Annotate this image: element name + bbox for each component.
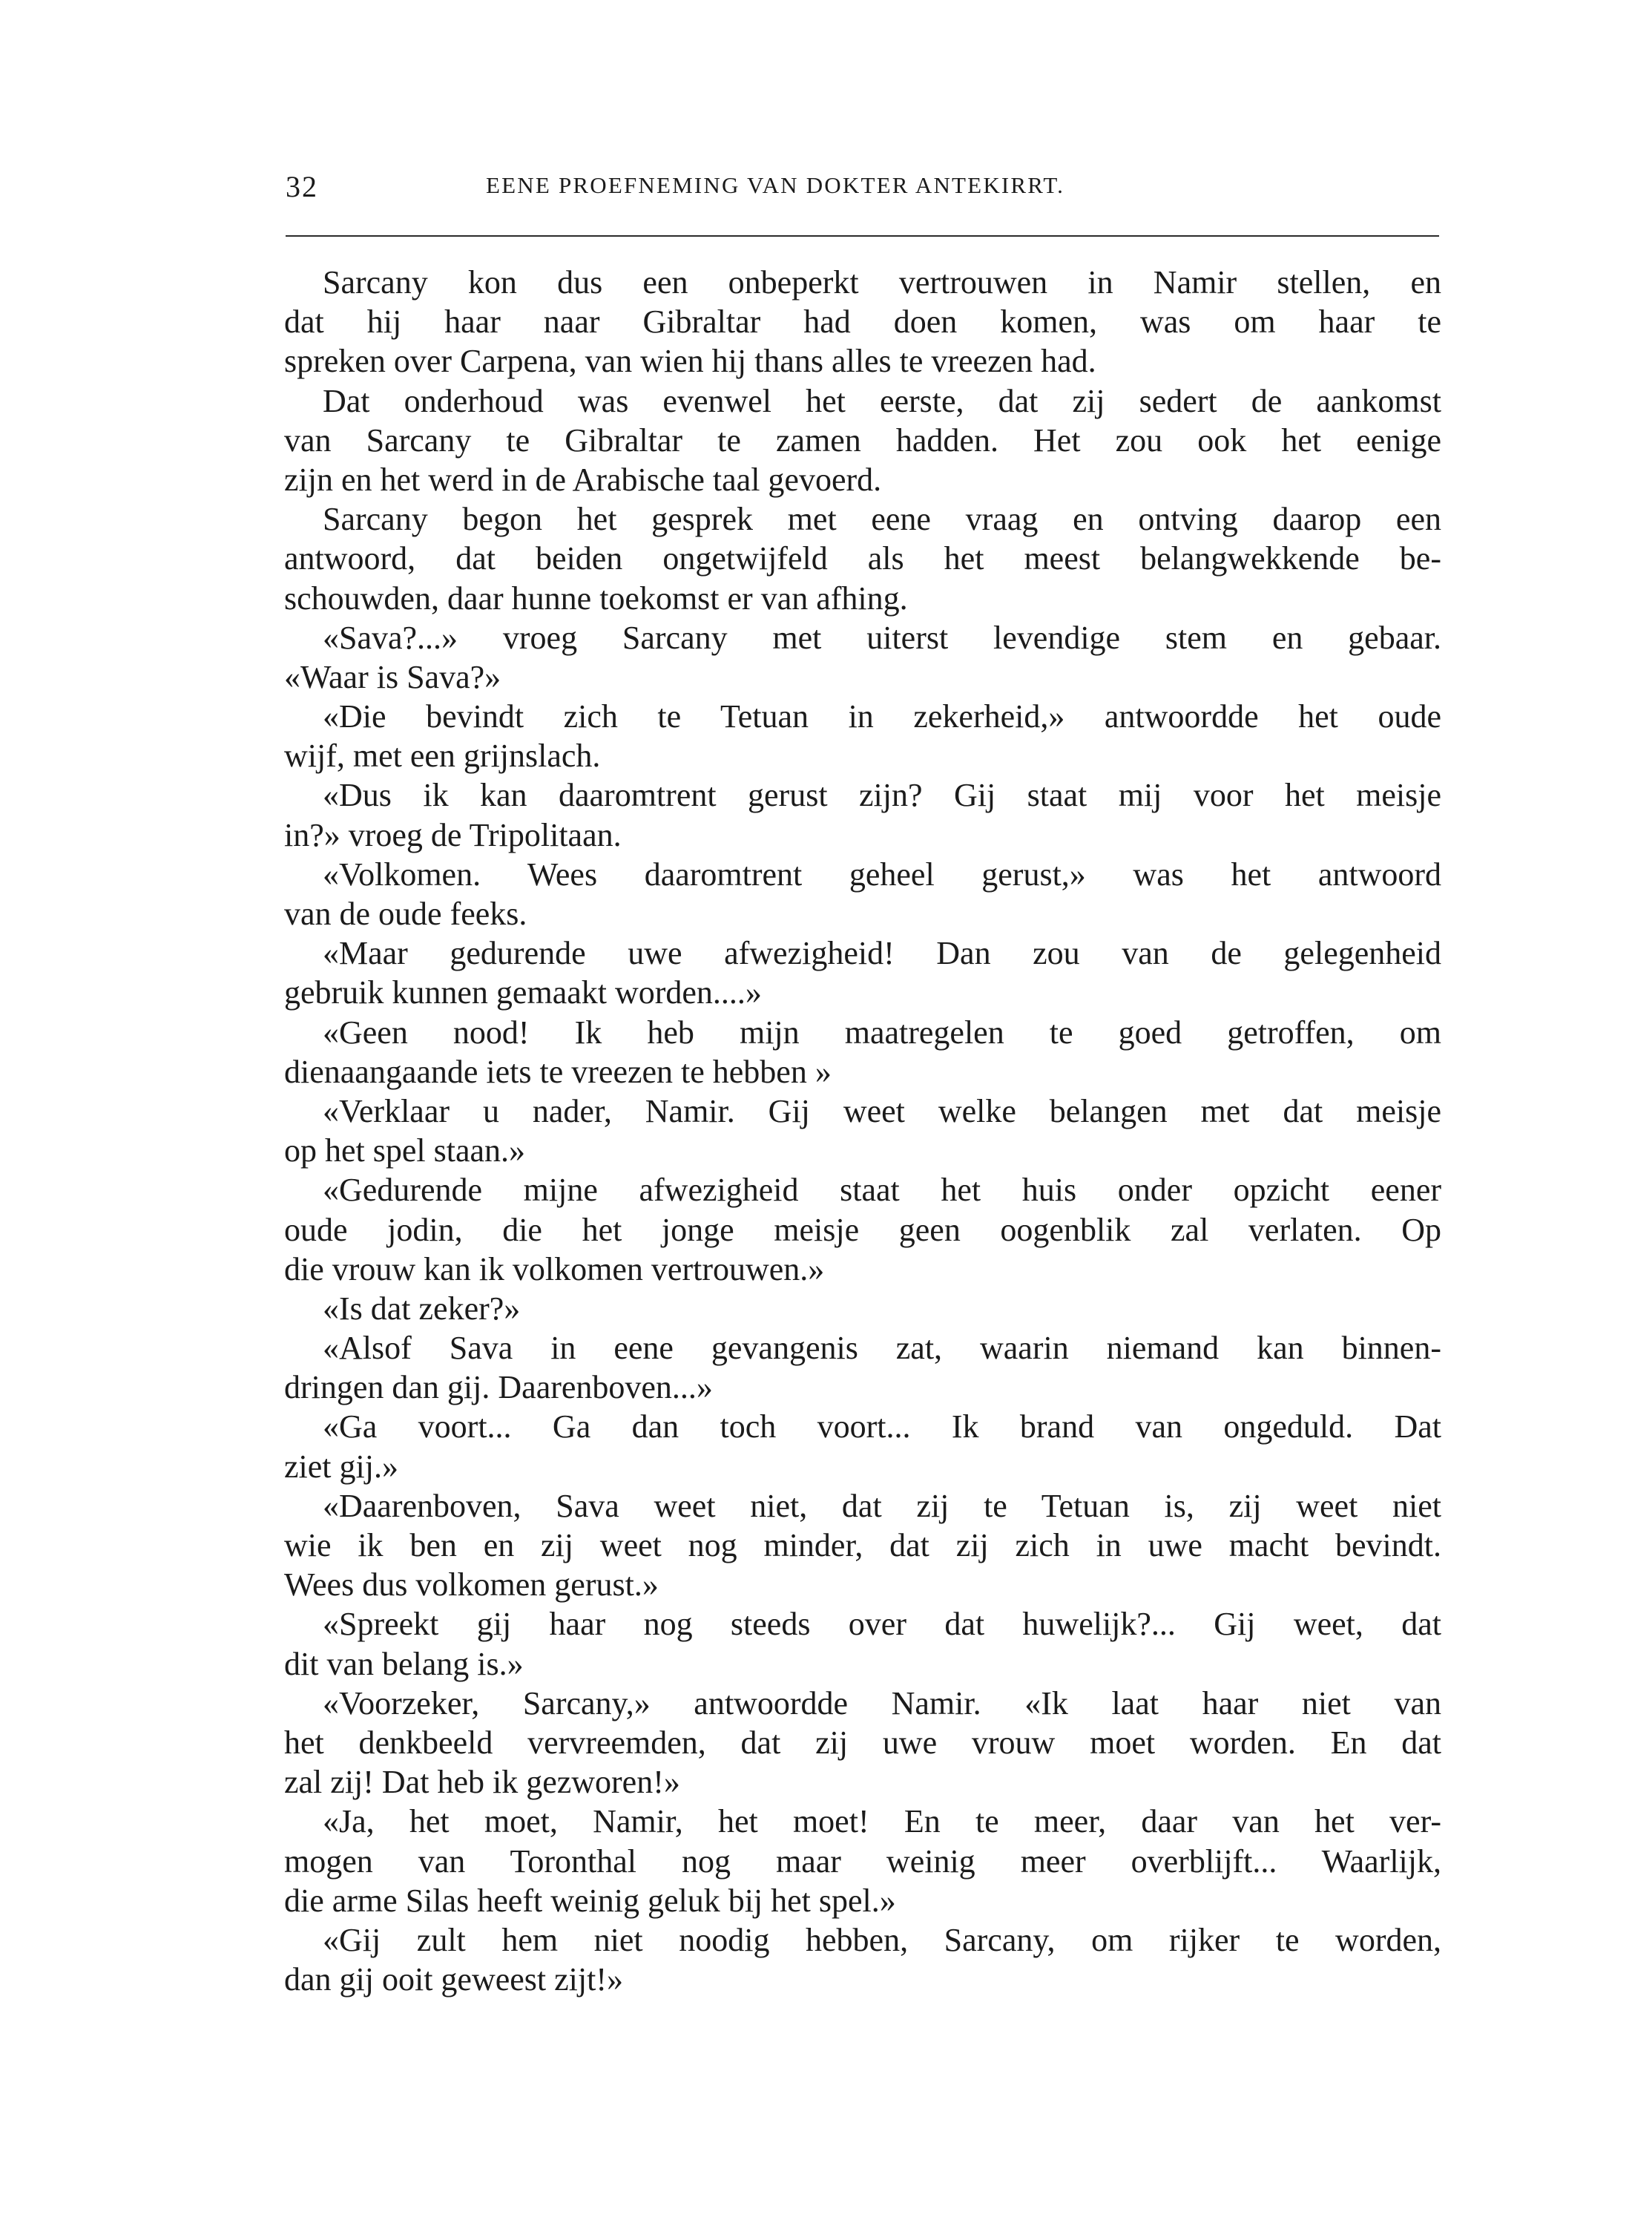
text-line: Sarcany kon dus een onbeperkt vertrouwen in Namir stellen, en: [323, 264, 1441, 301]
text-line: «Sava?...» vroeg Sarcany met uiterst levendige stem en gebaar.: [323, 619, 1441, 656]
text-line: oude jodin, die het jonge meisje geen oogenblik zal verlaten. Op: [284, 1211, 1441, 1248]
text-line: «Voorzeker, Sarcany,» antwoordde Namir. «Ik laat haar niet van: [323, 1684, 1441, 1721]
text-line: zijn en het werd in de Arabische taal gevoerd.: [284, 461, 882, 498]
text-line: dienaangaande iets te vreezen te hebben »: [284, 1053, 832, 1090]
text-line: dan gij ooit geweest zijt!»: [284, 1961, 623, 1998]
text-line: zal zij! Dat heb ik gezworen!»: [284, 1764, 680, 1801]
text-line: Sarcany begon het gesprek met eene vraag en ontving daarop een: [323, 501, 1441, 538]
text-line: «Dus ik kan daaromtrent gerust zijn? Gij staat mij voor het meisje: [323, 777, 1441, 814]
text-line: «Verklaar u nader, Namir. Gij weet welke belangen met dat meisje: [323, 1092, 1441, 1129]
text-line: wijf, met een grijnslach.: [284, 738, 601, 775]
text-line: van Sarcany te Gibraltar te zamen hadden. Het zou ook het eenige: [284, 421, 1441, 459]
text-line: «Spreekt gij haar nog steeds over dat huwelijk?... Gij weet, dat: [323, 1606, 1441, 1643]
text-line: «Ja, het moet, Namir, het moet! En te meer, daar van het ver-: [323, 1803, 1441, 1840]
text-line: wie ik ben en zij weet nog minder, dat zij zich in uwe macht bevindt.: [284, 1527, 1441, 1563]
page-number: 32: [286, 170, 318, 203]
running-title: EENE PROEFNEMING VAN DOKTER ANTEKIRRT.: [486, 172, 1065, 198]
body-text: [284, 263, 1441, 1999]
text-line: «Die bevindt zich te Tetuan in zekerheid,» antwoordde het oude: [323, 698, 1441, 735]
text-line: van de oude feeks.: [284, 896, 527, 932]
header-rule: [286, 235, 1439, 237]
text-line: dit van belang is.»: [284, 1645, 524, 1682]
text-line: ziet gij.»: [284, 1448, 398, 1485]
text-line: «Alsof Sava in eene gevangenis zat, waarin niemand kan binnen-: [323, 1330, 1441, 1367]
text-line: gebruik kunnen gemaakt worden....»: [284, 974, 762, 1011]
page-header: [286, 169, 1439, 214]
text-line: «Volkomen. Wees daaromtrent geheel gerust,» was het antwoord: [323, 856, 1441, 893]
text-line: Wees dus volkomen gerust.»: [284, 1566, 659, 1604]
text-line: «Daarenboven, Sava weet niet, dat zij te Tetuan is, zij weet niet: [323, 1487, 1441, 1524]
text-line: dringen dan gij. Daarenboven...»: [284, 1369, 713, 1406]
text-line: dat hij haar naar Gibraltar had doen komen, was om haar te: [284, 303, 1441, 341]
text-line: spreken over Carpena, van wien hij thans alles te vreezen had.: [284, 343, 1096, 380]
text-line: schouwden, daar hunne toekomst er van afhing.: [284, 580, 908, 617]
text-line: in?» vroeg de Tripolitaan.: [284, 816, 622, 853]
text-line: op het spel staan.»: [284, 1132, 526, 1169]
text-line: «Gij zult hem niet noodig hebben, Sarcany, om rijker te worden,: [323, 1921, 1441, 1958]
text-line: «Is dat zeker?»: [323, 1290, 521, 1327]
text-line: die arme Silas heeft weinig geluk bij het spel.»: [284, 1882, 896, 1919]
text-line: «Maar gedurende uwe afwezigheid! Dan zou van de gelegenheid: [323, 935, 1441, 972]
text-line: Dat onderhoud was evenwel het eerste, dat zij sedert de aankomst: [323, 382, 1441, 419]
text-line: «Gedurende mijne afwezigheid staat het huis onder opzicht eener: [323, 1172, 1441, 1209]
text-line: «Ga voort... Ga dan toch voort... Ik brand van ongeduld. Dat: [323, 1408, 1441, 1445]
text-line: het denkbeeld vervreemden, dat zij uwe vrouw moet worden. En dat: [284, 1724, 1441, 1761]
text-line: «Waar is Sava?»: [284, 658, 501, 695]
text-line: die vrouw kan ik volkomen vertrouwen.»: [284, 1250, 825, 1287]
text-line: antwoord, dat beiden ongetwijfeld als het meest belangwekkende be-: [284, 540, 1441, 577]
text-line: «Geen nood! Ik heb mijn maatregelen te goed getroffen, om: [323, 1014, 1441, 1051]
text-line: mogen van Toronthal nog maar weinig meer overblijft... Waarlijk,: [284, 1842, 1441, 1880]
